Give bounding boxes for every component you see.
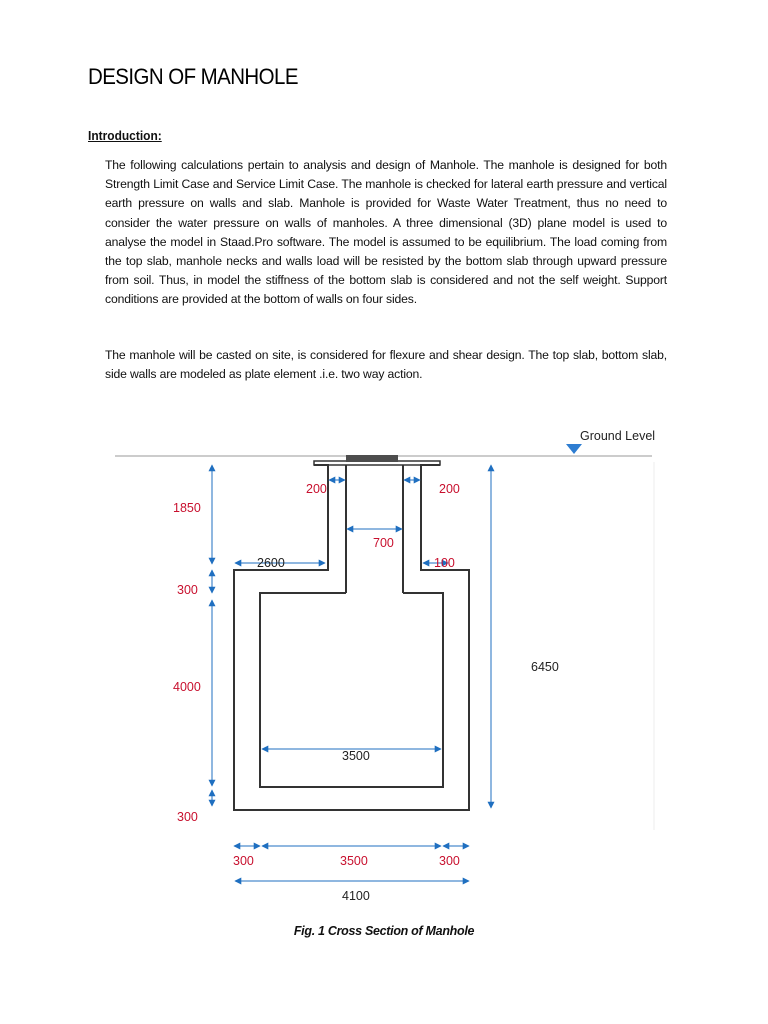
introduction-heading: Introduction: [88,128,162,143]
introduction-paragraph-1: The following calculations pertain to analysis and design of Manhole. The manhole is designed for both Strength Limit Case and Service Limit Case. The manhole is checked for lateral earth pressure and vertical earth pressure on walls and slab. Manhole is provided for Waste Water Treatment, thus no need to consider the water pressure on walls of manholes. A three dimensional (3D) plane model is used to analyse the model in Staad.Pro software. The model is assumed to be equilibrium. The load coming from the top slab, manhole necks and walls load will be resisted by the bottom slab through upward pressure from soil. Thus, in model the stiffness of the bottom slab is considered and not the self weight. Support conditions are provided at the bottom of walls on four sides. [105,158,667,307]
label-bottom-inner: 3500 [340,854,368,868]
label-total-depth: 6450 [531,660,559,674]
label-top-slab: 300 [177,583,198,597]
label-neck-wall-left: 200 [306,482,327,496]
label-bottom-slab: 300 [177,810,198,824]
figure-caption: Fig. 1 Cross Section of Manhole [293,924,475,938]
label-chamber-height: 4000 [173,680,201,694]
label-wall-right: 300 [439,854,460,868]
manhole-cover [346,455,398,462]
introduction-paragraph-2: The manhole will be casted on site, is considered for flexure and shear design. The top slab, bottom slab, side walls are modeled as plate element .i.e. two way action. [105,348,667,382]
label-2600: 2600 [257,556,285,570]
label-neck-wall-right: 200 [439,482,460,496]
page-title: DESIGN OF MANHOLE [88,64,298,89]
label-total-width: 4100 [342,889,370,903]
label-neck-opening: 700 [373,536,394,550]
ground-level-label: Ground Level [580,429,656,443]
label-neck-height: 1850 [173,501,201,515]
label-100: 100 [434,556,455,570]
ground-level-marker-icon [566,444,582,454]
label-wall-left: 300 [233,854,254,868]
label-inner-width: 3500 [342,749,370,763]
